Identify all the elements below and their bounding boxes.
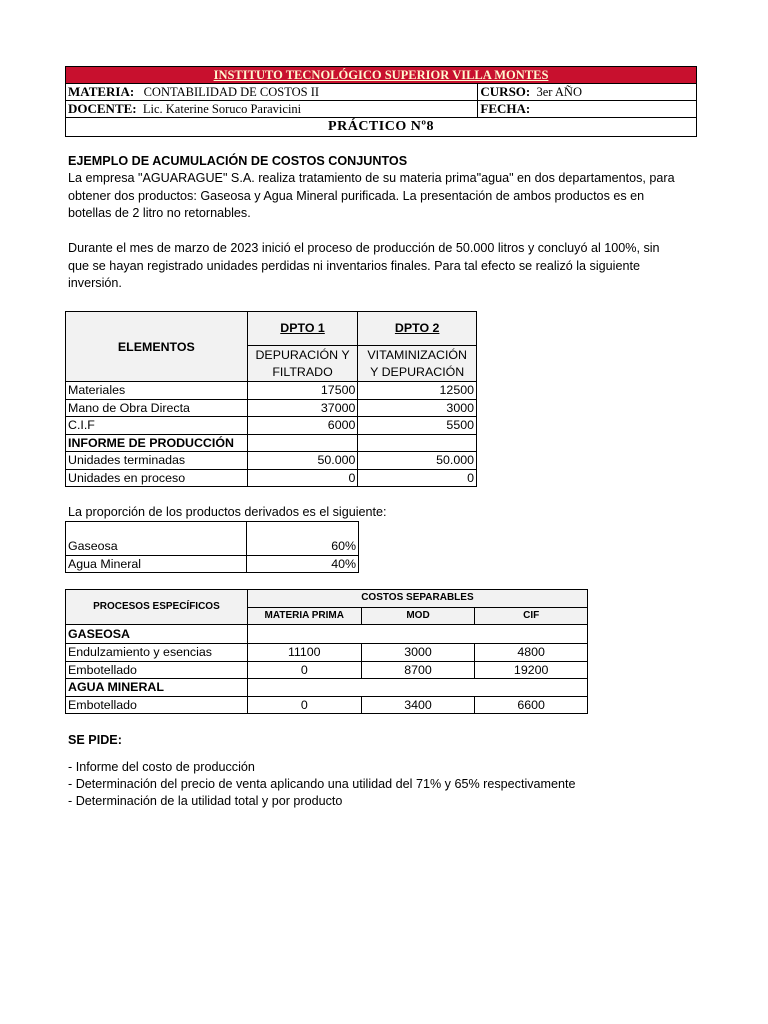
dpto1-value: 37000: [247, 399, 358, 417]
table-row: [66, 538, 359, 555]
section-empty: [247, 679, 587, 697]
informe-produccion-label: INFORME DE PRODUCCIÓN: [66, 434, 248, 452]
institute-title: INSTITUTO TECNOLÓGICO SUPERIOR VILLA MONTES: [66, 67, 697, 84]
paragraph-2-line-1: Durante el mes de marzo de 2023 inició el proceso de producción de 50.000 litros y concluyó al 100%, sin: [68, 241, 660, 255]
docente-cell: [66, 101, 478, 118]
table-row: [66, 417, 477, 435]
product-percent: 40%: [247, 555, 359, 573]
table-row: [66, 382, 477, 400]
docente-value: Lic. Katerine Soruco Paravicini: [142, 102, 302, 116]
dpto2-value: 0: [358, 469, 477, 487]
paragraph-1-line-2: obtener dos productos: Gaseosa y Agua Mineral purificada. La presentación de ambos productos es en: [68, 188, 645, 203]
mp-value: 0: [247, 696, 361, 714]
cif-header: CIF: [475, 607, 588, 625]
agua-mineral-section: AGUA MINERAL: [66, 679, 248, 697]
gaseosa-section: GASEOSA: [66, 625, 248, 644]
fecha-label: FECHA:: [480, 101, 531, 116]
costos-separables-header: COSTOS SEPARABLES: [247, 590, 587, 608]
header-table: [65, 66, 697, 137]
process-label: Embotellado: [66, 696, 248, 714]
dpto1-value: [247, 434, 358, 452]
row-label: C.I.F: [66, 417, 248, 435]
dpto1-desc-line2: FILTRADO: [247, 363, 358, 381]
table-row: [66, 434, 477, 452]
dpto1-value: 50.000: [247, 452, 358, 470]
mod-header: MOD: [361, 607, 475, 625]
dpto1-desc-line1: DEPURACIÓN Y: [247, 345, 358, 363]
curso-label: CURSO:: [480, 84, 531, 99]
table-row: [66, 469, 477, 487]
dpto1-value: 17500: [247, 382, 358, 400]
mod-value: 3400: [361, 696, 475, 714]
separable-costs-table: [65, 589, 588, 714]
curso-cell: [478, 84, 697, 101]
cif-value: 19200: [475, 661, 588, 679]
process-label: Endulzamiento y esencias: [66, 644, 248, 662]
procesos-header: PROCESOS ESPECÍFICOS: [66, 590, 248, 625]
proportion-top-spacer: [66, 522, 247, 539]
elementos-header: ELEMENTOS: [66, 312, 248, 382]
dpto2-value: 50.000: [358, 452, 477, 470]
docente-label: DOCENTE:: [68, 101, 137, 116]
example-heading: EJEMPLO DE ACUMULACIÓN DE COSTOS CONJUNTOS: [68, 154, 408, 168]
proportion-top-spacer: [247, 522, 359, 539]
dpto1-value: 6000: [247, 417, 358, 435]
product-label: Agua Mineral: [66, 555, 247, 573]
row-label: Unidades en proceso: [66, 469, 248, 487]
se-pide-heading: SE PIDE:: [68, 733, 122, 747]
paragraph-2-line-3: inversión.: [68, 276, 122, 290]
dpto2-value: 12500: [358, 382, 477, 400]
table-row: [66, 399, 477, 417]
dpto2-value: 3000: [358, 399, 477, 417]
paragraph-1-line-3: botellas de 2 litro no retornables.: [68, 206, 251, 220]
table-row: [66, 661, 588, 679]
materia-value: CONTABILIDAD DE COSTOS II: [143, 85, 320, 99]
table-row: [66, 696, 588, 714]
row-label: Materiales: [66, 382, 248, 400]
department-costs-table: [65, 311, 477, 487]
materia-cell: [66, 84, 478, 101]
product-label: Gaseosa: [66, 538, 247, 555]
row-label: Unidades terminadas: [66, 452, 248, 470]
mod-value: 8700: [361, 661, 475, 679]
dpto2-desc-line2: Y DEPURACIÓN: [358, 363, 477, 381]
cif-value: 6600: [475, 696, 588, 714]
mp-value: 11100: [247, 644, 361, 662]
practico-title: PRÁCTICO Nº8: [66, 118, 697, 137]
process-label: Embotellado: [66, 661, 248, 679]
table-row: [66, 644, 588, 662]
proportion-table: [65, 521, 359, 573]
cif-value: 4800: [475, 644, 588, 662]
mod-value: 3000: [361, 644, 475, 662]
table-row: [66, 452, 477, 470]
requirement-item: - Informe del costo de producción: [68, 760, 255, 774]
mp-value: 0: [247, 661, 361, 679]
dpto1-value: 0: [247, 469, 358, 487]
row-label: Mano de Obra Directa: [66, 399, 248, 417]
paragraph-1-line-1: La empresa "AGUARAGUE" S.A. realiza tratamiento de su materia prima"agua" en dos departamentos, para: [68, 171, 675, 185]
requirement-item: - Determinación de la utilidad total y por producto: [68, 794, 343, 808]
dpto1-header: DPTO 1: [247, 312, 358, 346]
proportion-text: La proporción de los productos derivados es el siguiente:: [68, 505, 387, 519]
mp-header: MATERIA PRIMA: [247, 607, 361, 625]
product-percent: 60%: [247, 538, 359, 555]
requirement-item: - Determinación del precio de venta aplicando una utilidad del 71% y 65% respectivamente: [68, 777, 576, 791]
dpto2-desc-line1: VITAMINIZACIÓN: [358, 345, 477, 363]
dpto2-value: 5500: [358, 417, 477, 435]
section-empty: [247, 625, 587, 644]
table-row: [66, 555, 359, 573]
paragraph-2-line-2: que se hayan registrado unidades perdidas ni inventarios finales. Para tal efecto se realizó la siguiente: [68, 258, 640, 273]
fecha-cell: [478, 101, 697, 118]
dpto2-header: DPTO 2: [358, 312, 477, 346]
dpto2-value: [358, 434, 477, 452]
curso-value: 3er AÑO: [536, 85, 582, 99]
materia-label: MATERIA:: [68, 84, 135, 99]
